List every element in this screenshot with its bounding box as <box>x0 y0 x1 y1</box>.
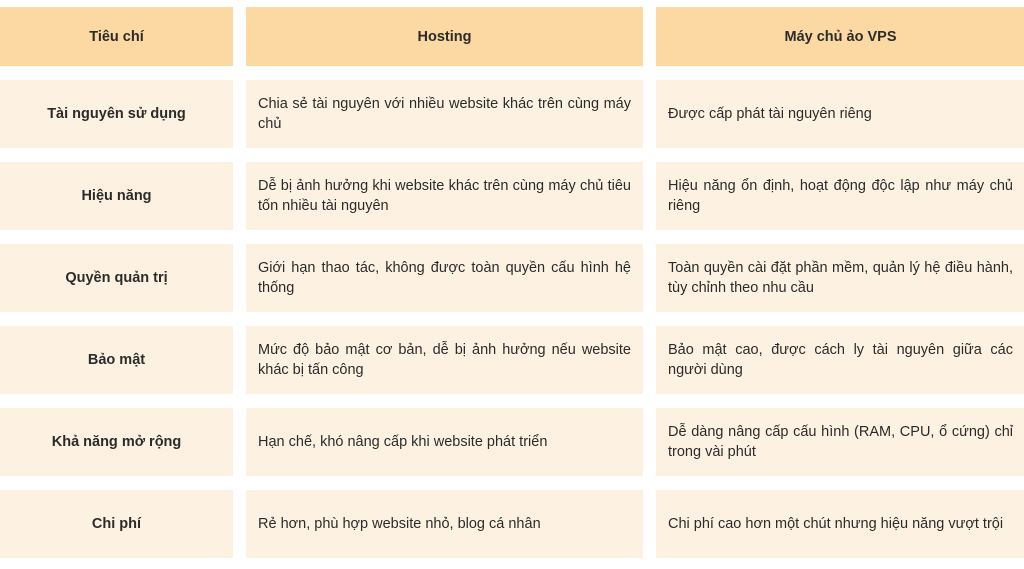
row-vps <box>656 408 1024 476</box>
row-hosting <box>246 80 643 148</box>
row-hosting <box>246 408 643 476</box>
row-vps-text: Hiệu năng ổn định, hoạt động độc lập như máy chủ riêng <box>668 178 1013 214</box>
row-criterion: Hiệu năng <box>0 162 233 230</box>
row-hosting-text: Giới hạn thao tác, không được toàn quyền cấu hình hệ thống <box>258 260 631 296</box>
row-vps <box>656 490 1024 558</box>
row-criterion: Chi phí <box>0 490 233 558</box>
row-hosting-text: Chia sẻ tài nguyên với nhiều website khác trên cùng máy chủ <box>258 96 631 132</box>
header-vps: Máy chủ ảo VPS <box>656 7 1024 66</box>
row-hosting <box>246 162 643 230</box>
row-criterion: Khả năng mở rộng <box>0 408 233 476</box>
row-vps-text: Dễ dàng nâng cấp cấu hình (RAM, CPU, ổ cứng) chỉ trong vài phút <box>668 424 1013 460</box>
row-criterion: Quyền quản trị <box>0 244 233 312</box>
row-criterion: Bảo mật <box>0 326 233 394</box>
row-vps <box>656 244 1024 312</box>
row-vps-text: Toàn quyền cài đặt phần mềm, quản lý hệ điều hành, tùy chỉnh theo nhu cầu <box>668 260 1013 296</box>
row-hosting <box>246 326 643 394</box>
row-hosting-text: Mức độ bảo mật cơ bản, dễ bị ảnh hưởng nếu website khác bị tấn công <box>258 342 631 378</box>
row-hosting-text: Dễ bị ảnh hưởng khi website khác trên cùng máy chủ tiêu tốn nhiều tài nguyên <box>258 178 631 214</box>
comparison-table <box>0 7 1024 558</box>
row-vps-text: Được cấp phát tài nguyên riêng <box>668 106 872 122</box>
row-vps <box>656 326 1024 394</box>
row-vps-text: Bảo mật cao, được cách ly tài nguyên giữa các người dùng <box>668 342 1013 378</box>
row-vps <box>656 162 1024 230</box>
row-criterion: Tài nguyên sử dụng <box>0 80 233 148</box>
row-hosting-text: Rẻ hơn, phù hợp website nhỏ, blog cá nhân <box>258 516 541 532</box>
header-criterion: Tiêu chí <box>0 7 233 66</box>
row-vps <box>656 80 1024 148</box>
row-hosting-text: Hạn chế, khó nâng cấp khi website phát triển <box>258 434 548 450</box>
header-hosting: Hosting <box>246 7 643 66</box>
row-hosting <box>246 244 643 312</box>
row-vps-text: Chi phí cao hơn một chút nhưng hiệu năng vượt trội <box>668 516 1004 532</box>
row-hosting <box>246 490 643 558</box>
